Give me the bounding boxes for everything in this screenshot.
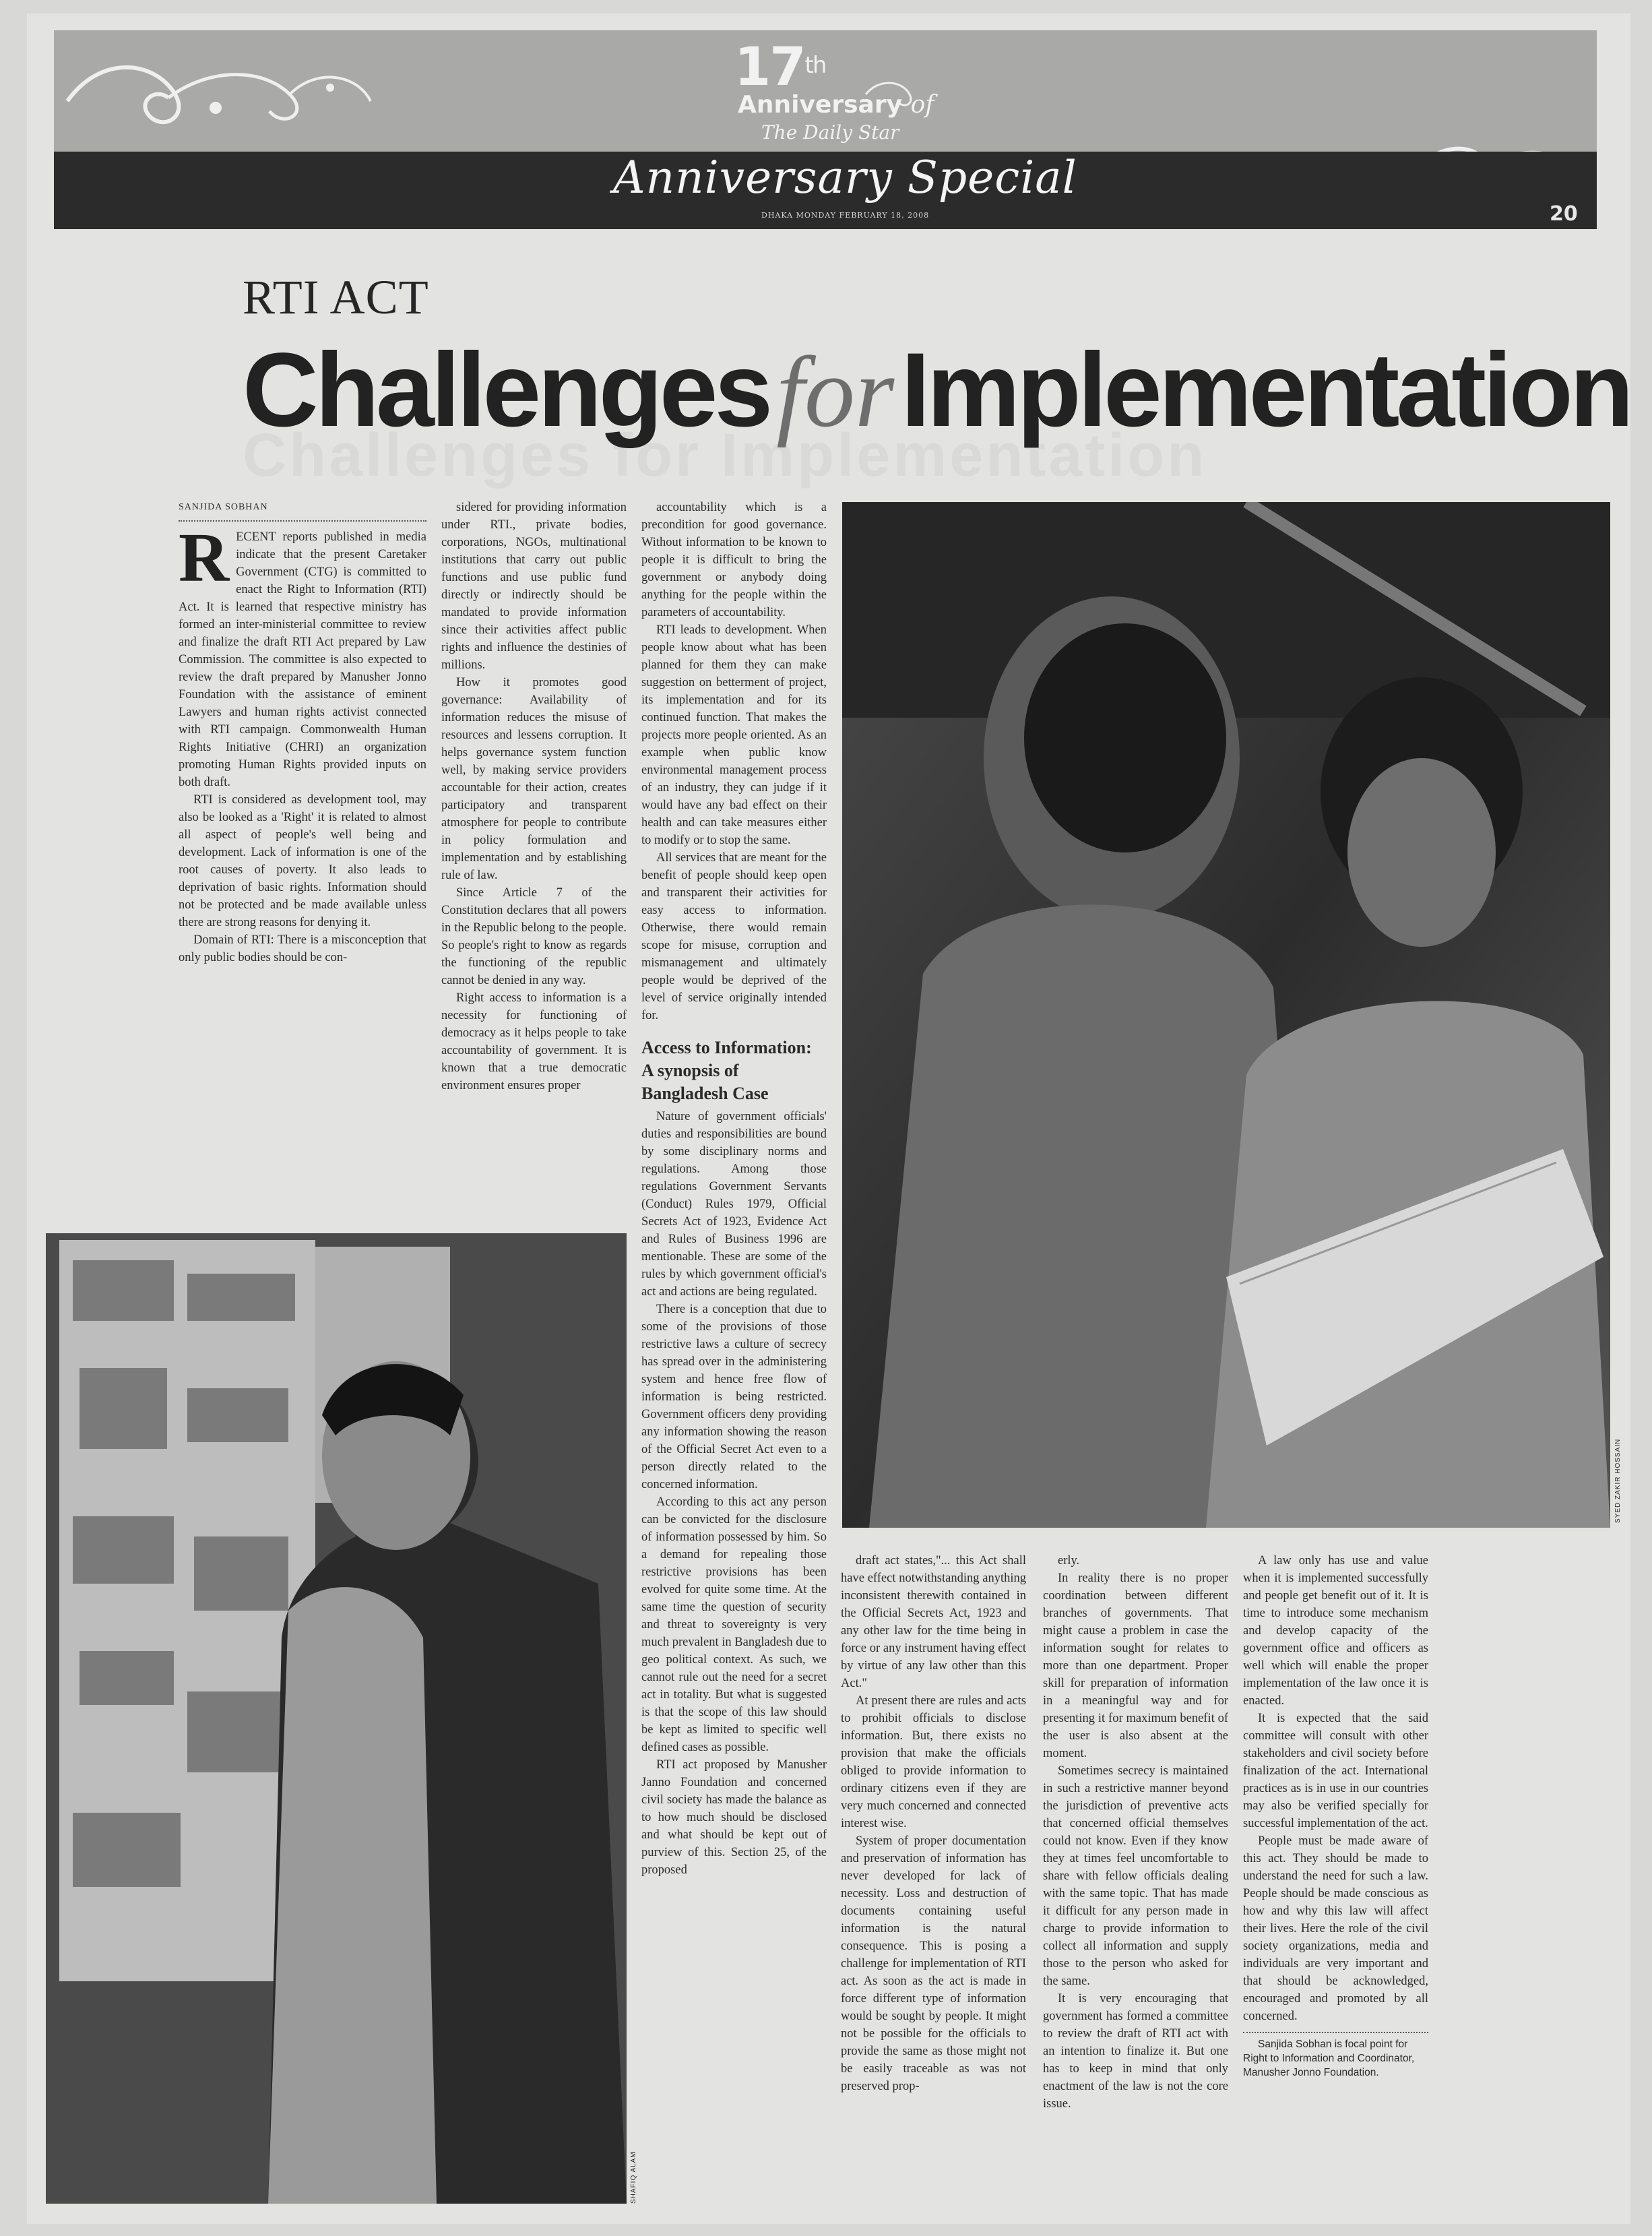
article-column-6 <box>1243 1552 1428 2212</box>
paragraph: According to this act any person can be convicted for the disclosure of information possessed by him. So a demand for repealing those restrictive provisions has been evolved for quite some time. At the same time the question of security and threat to sovereignty is very much prevalent in Bangladesh due to geo political context. As such, we cannot rule out the need for a secret act in totality. But what is suggested is that the scope of this law should be kept as limited to specific well defined cases as possible. <box>641 1495 827 1754</box>
bio-rule <box>1243 2032 1428 2037</box>
headline-shadow: Challenges for Implementation <box>243 422 1207 489</box>
dateline: DHAKA MONDAY FEBRUARY 18, 2008 <box>761 211 930 220</box>
paragraph: There is a conception that due to some of the provisions of those restrictive laws a culture of secrecy has spread over in the administering system and hence free flow of information is being restricted. Government officers deny providing any information showing the reason of the Official Secret Act even to a person directly related to the concerned information. <box>641 1303 827 1491</box>
paragraph: ECENT reports published in media indicate that the present Caretaker Government (CTG) is committed to enact the Right to Information (RTI) Act. It is learned that respective ministry has formed an inter-ministerial committee to review and finalize the draft RTI Act prepared by Law Commission. The committee is also expected to review the draft prepared by Manusher Jonno Foundation with the assistance of eminent Lawyers and human rights activist connected with RTI campaign. Commonwealth Human Rights Initiative (CHRI) an organization promoting Human Rights provided inputs on both draft. <box>179 530 426 789</box>
paragraph: Nature of government officials' duties and responsibilities are bound by some disciplinary norms and regulations. Among those regulations Government Servants (Conduct) Rules 1979, Official Secrets Act of 1923, Evidence Act and Rules of Business 1996 are mentionable. These are some of the rules by which government official's act and actions are being regulated. <box>641 1110 827 1299</box>
paragraph: It is very encouraging that government has formed a committee to review the draft of RTI act with an intention to finalize it. But one has to keep in mind that only enactment of the law is not the core issue. <box>1043 1992 1228 2111</box>
paragraph: People must be made aware of this act. They should be made to understand the need for such a law. People should be made conscious as how and why this law will affect their lives. Here the role of the civil society organizations, media and individuals are very important and that should be acknowledged, encouraged and promoted by all concerned. <box>1243 1834 1428 2023</box>
paragraph: accountability which is a precondition for good governance. Without information to be known to people it is difficult to bring the government or anybody doing anything for the people within the parameters of accountability. <box>641 501 827 619</box>
paragraph: Right access to information is a necessity for functioning of democracy as it helps people to take accountability of government. It is known that a true democratic environment ensures proper <box>441 991 627 1092</box>
paragraph: A law only has use and value when it is implemented successfully and people get benefit out of it. It is time to introduce some mechanism and develop capacity of the government office and officers as well which will enable the proper implementation of the law once it is enacted. <box>1243 1554 1428 1708</box>
article-kicker: RTI ACT <box>243 270 429 324</box>
photo-man-reading-newspapers <box>46 1233 627 2204</box>
paragraph: System of proper documentation and preservation of information has never developed for lack of necessity. Loss and destruction of documents containing useful information is the natural consequence. This is posing a challenge for implementation of RTI act. As soon as the act is made in force different type of information would be sought by people. It might not be possible for the officials to provide the same as those might not be easily traceable as was not preserved prop- <box>841 1834 1026 2093</box>
article-column-5 <box>1043 1552 1228 2212</box>
article-column-2 <box>441 499 627 1216</box>
subheading: Access to Information: A synopsis of Bangladesh Case <box>641 1038 812 1103</box>
byline: SANJIDA SOBHAN <box>179 502 268 512</box>
paragraph: Sometimes secrecy is maintained in such a restrictive manner beyond the jurisdiction of preventive acts that concerned official themselves could not know. Even if they know they at times feel uncomfortable to share with fellow officials dealing with the same topic. That has made it difficult for any person made in charge to provide information to collect all information and supply those to the person who asked for the same. <box>1043 1764 1228 1988</box>
paragraph: Since Article 7 of the Constitution declares that all powers in the Republic belong to the people. So people's right to know as regards the functioning of the republic cannot be denied in any way. <box>441 886 627 987</box>
paragraph: RTI leads to development. When people know about what has been planned for them they can make suggestion on betterment of project, its implementation and for its continued function. That makes the projects more people oriented. As an example when public know environmental management process of an industry, they can judge if it would have any bad effect on their health and can take measures either to modify or to stop the same. <box>641 623 827 847</box>
photo-credit-top: SYED ZAKIR HOSSAIN <box>1614 1438 1622 1523</box>
article-headline: ChallengesforImplementation <box>243 332 1631 449</box>
photo-credit-bottom: SHAFIQ ALAM <box>630 2151 637 2204</box>
author-bio: Sanjida Sobhan is focal point for Right to Information and Coordinator, Manusher Jonno Foundation. <box>1243 2039 1415 2078</box>
paragraph: It is expected that the said committee will consult with other stakeholders and civil society before finalization of the act. International practices as is in use in our countries may also be verified specially for successful implementation of the act. <box>1243 1712 1428 1830</box>
paper-name: The Daily Star <box>761 121 899 144</box>
paragraph: erly. <box>1058 1554 1080 1567</box>
article-column-3 <box>641 499 827 2210</box>
paragraph: RTI act proposed by Manusher Janno Foundation and concerned civil society has made the balance as to how much should be disclosed and what should be kept out of purview of this. Section 25, of the proposed <box>641 1758 827 1877</box>
paragraph: In reality there is no proper coordination between different branches of governments. That might cause a problem in case the information sought for relates to more than one department. Proper skill for preparation of information in a meaningful way and for presenting it for maximum benefit of the user is also absent at the moment. <box>1043 1572 1228 1760</box>
paragraph: RTI is considered as development tool, may also be looked as a 'Right' it is related to almost all aspect of people's well being and development. Lack of information is one of the root causes of poverty. It also leads to deprivation of basic rights. Information should not be protected and be made available unless there are strong reasons for denying it. <box>179 793 426 929</box>
paragraph: All services that are meant for the benefit of people should keep open and transparent their activities for easy access to information. Otherwise, there would remain scope for misuse, corruption and mismanagement and ultimately people would be deprived of the level of service originally intended for. <box>641 851 827 1022</box>
page-number: 20 <box>1550 202 1578 226</box>
photo-women-reading <box>842 502 1610 1528</box>
paragraph: At present there are rules and acts to prohibit officials to disclose information. But, there exists no provision that make the officials obliged to provide information to ordinary citizens even if they are very much concerned and connected interest wise. <box>841 1694 1026 1830</box>
paragraph: Domain of RTI: There is a misconception that only public bodies should be con- <box>179 933 426 964</box>
drop-cap: R <box>179 519 230 596</box>
anniversary-number: 17th <box>734 37 826 98</box>
paragraph: draft act states,"... this Act shall have effect notwithstanding anything inconsistent therewith contained in the Official Secrets Act, 1923 and any other law for the time being in force or any instrument having effect by virtue of any law other than this Act." <box>841 1554 1026 1690</box>
anniversary-label: Anniversary of <box>738 91 934 119</box>
left-swirl-ornament <box>61 40 384 142</box>
article-column-4 <box>841 1552 1026 2212</box>
paragraph: sidered for providing information under RTI., private bodies, corporations, NGOs, multinational institutions that carry out public functions and use public fund directly or indirectly should be mandated to provide information since their activities affect public rights and influence the destinies of millions. <box>441 501 627 672</box>
article-column-1 <box>179 499 426 1216</box>
section-title: Anniversary Special <box>613 152 1077 204</box>
paragraph: How it promotes good governance: Availability of information reduces the misuse of resources and lessens corruption. It helps governance system function well, by making service providers accountable for their action, creates participatory and transparent atmosphere for people to contribute in policy formulation and implementation and by establishing rule of law. <box>441 676 627 882</box>
